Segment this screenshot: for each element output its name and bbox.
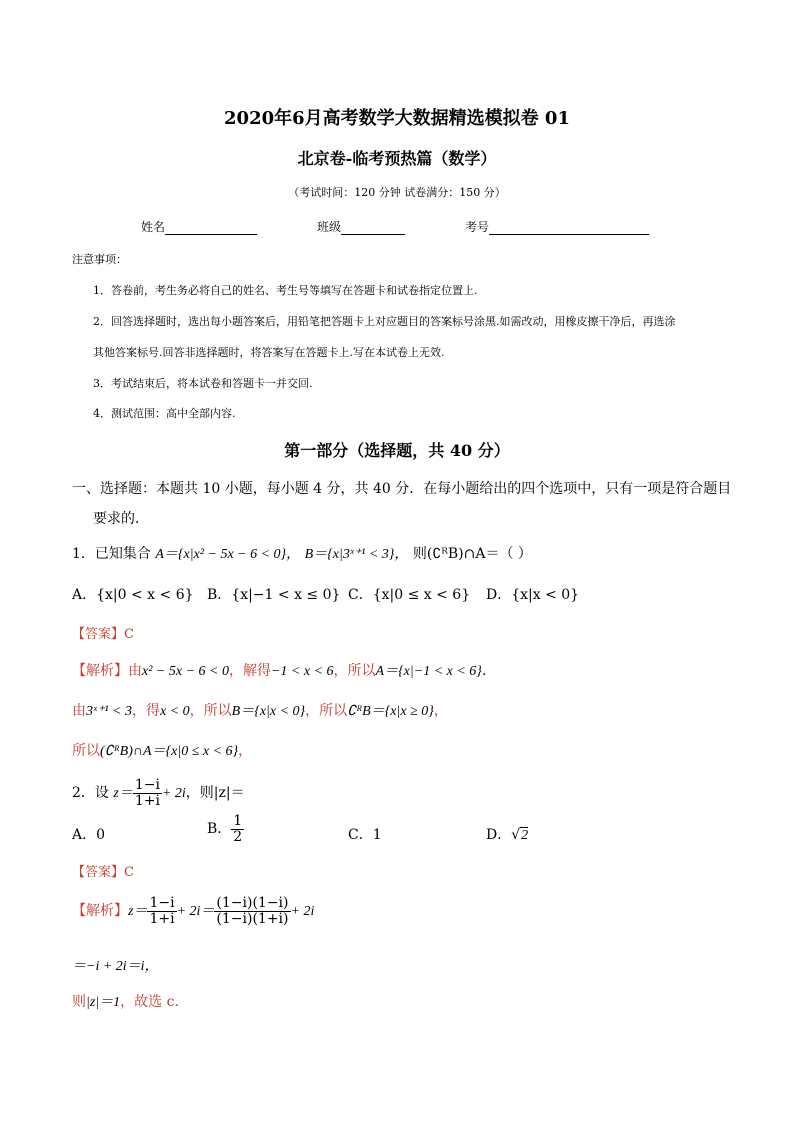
analysis-text: ，得 [132,703,160,719]
number-blank[interactable] [489,221,649,235]
q2-option-c: C．1 [348,827,382,843]
section-instruction-cont: 要求的． [93,511,149,527]
exam-info: （考试时间：120 分钟 试卷满分：150 分） [288,186,506,199]
number-field[interactable] [465,218,649,235]
name-field[interactable] [141,218,257,235]
q2-option-b-fraction [231,814,244,844]
analysis-math: (∁ᴿB)∩A＝{x|0 ≤ x < 6} [100,744,239,759]
analysis-label: 【解析】 [72,663,128,679]
analysis-math: B＝{x|x < 0} [231,704,306,719]
analysis-text: ，所以 [305,703,348,719]
analysis-math: + 2i＝ [176,904,215,920]
notice-item: 4．测试范围：高中全部内容. [93,407,236,420]
analysis-text: 则 [72,994,86,1010]
fraction-numerator: 1−i [149,895,175,911]
q2-analysis-line1 [72,896,314,926]
analysis-text: ，所以 [189,703,232,719]
q2-analysis-line2 [72,955,159,975]
answer-value: C [124,627,134,642]
name-blank[interactable] [165,221,257,235]
answer-label: 【答案】 [72,865,125,880]
sqrt-icon: √ [511,827,521,843]
q2-option-d [486,824,528,844]
notice-item: 其他答案标号.回答非选择题时，将答案写在答题卡上.写在本试卷上无效. [93,346,445,359]
sqrt-radicand: 2 [521,828,529,843]
question-1 [72,543,532,563]
analysis-math: x < 0 [160,704,190,719]
analysis-fraction [147,896,176,926]
fraction-denominator: 1+i [134,792,160,809]
class-blank[interactable] [341,221,405,235]
name-label: 姓名 [141,220,166,234]
section-title: 第一部分（选择题，共 40 分） [284,441,510,460]
q1-stem-tail: 则(∁ᴿB)∩A＝（ ） [412,546,532,562]
analysis-text: ，故选 c. [120,994,179,1010]
analysis-math: 3ˣ⁺¹ < 3 [86,704,132,719]
q2-stem: 设 [94,785,109,802]
q2-math: + 2i [161,786,186,802]
class-field[interactable] [317,218,405,235]
analysis-text: ， [433,703,448,719]
analysis-label: 【解析】 [72,903,128,920]
analysis-text: ，解得 [228,663,271,679]
analysis-math: A＝{x|−1 < x < 6}． [375,664,496,679]
analysis-math: x² − 5x − 6 < 0 [142,664,229,679]
analysis-math: ∁ᴿB＝{x|x ≥ 0} [347,704,434,719]
analysis-text: 由 [128,663,142,679]
fraction-numerator: 1−i [134,777,160,793]
fraction-denominator: (1−i)(1+i) [216,910,289,927]
fraction-numerator: (1−i)(1−i) [216,895,289,911]
notice-item: 2．回答选择题时，选出每小题答案后，用铅笔把答题卡上对应题目的答案标号涂黑.如需改动，用橡皮擦干净后，再选涂 [93,315,676,328]
q2-fraction [133,778,162,808]
notice-heading: 注意事项： [72,253,127,266]
q1-analysis-line1 [72,660,496,680]
analysis-text: ，所以 [333,663,376,679]
q2-answer [72,861,134,880]
analysis-math: ＝−i + 2i＝i， [72,959,159,974]
answer-value: C [124,865,134,880]
analysis-math: |z|＝1 [86,995,121,1010]
q1-option-d: D．{x|x < 0} [486,587,580,603]
q1-option-c: C．{x|0 ≤ x < 6} [348,587,471,603]
exam-subtitle: 北京卷-临考预热篇（数学） [297,149,497,168]
q2-option-a: A．0 [72,827,106,843]
analysis-text: 所以 [72,743,100,759]
option-label: B． [207,821,232,838]
q2-analysis-line3 [72,991,179,1011]
q2-math: z＝ [113,786,133,802]
question-number: 2． [72,785,95,802]
number-label: 考号 [465,220,490,234]
question-number: 1． [72,546,95,562]
analysis-math: + 2i [290,904,315,920]
q1-answer [72,623,134,642]
question-2 [72,778,245,808]
fraction-denominator: 1+i [149,910,175,927]
analysis-text: ， [238,743,253,759]
q1-analysis-line2 [72,700,448,720]
analysis-text: 由 [72,703,86,719]
q1-analysis-line3 [72,740,252,760]
notice-item: 1．答卷前，考生务必将自己的姓名、考生号等填写在答题卡和试卷指定位置上. [93,284,478,297]
fraction-numerator: 1 [233,813,243,829]
analysis-math: z＝ [128,904,148,920]
q1-set-a: A＝{x|x² − 5x − 6 < 0}， [155,547,301,562]
q1-stem: 已知集合 [94,546,151,562]
class-label: 班级 [317,220,342,234]
section-instruction: 一、选择题：本题共 10 小题，每小题 4 分，共 40 分．在每小题给出的四个选项中，只有一项是符合题目 [72,481,732,497]
analysis-fraction [214,896,290,926]
q1-option-b: B．{x|−1 < x ≤ 0} [207,587,341,603]
q1-set-b: B＝{x|3ˣ⁺¹ < 3}， [304,547,409,562]
q2-stem-tail: ，则|z|＝ [185,785,245,802]
answer-label: 【答案】 [72,627,125,642]
q1-option-a: A．{x|0 < x < 6} [72,587,194,603]
notice-item: 3．考试结束后，将本试卷和答题卡一并交回. [93,377,313,390]
analysis-math: −1 < x < 6 [270,664,334,679]
exam-title: 2020年6月高考数学大数据精选模拟卷 01 [224,108,570,129]
q2-option-b [207,814,244,844]
fraction-denominator: 2 [233,828,243,845]
option-label: D． [486,827,512,843]
